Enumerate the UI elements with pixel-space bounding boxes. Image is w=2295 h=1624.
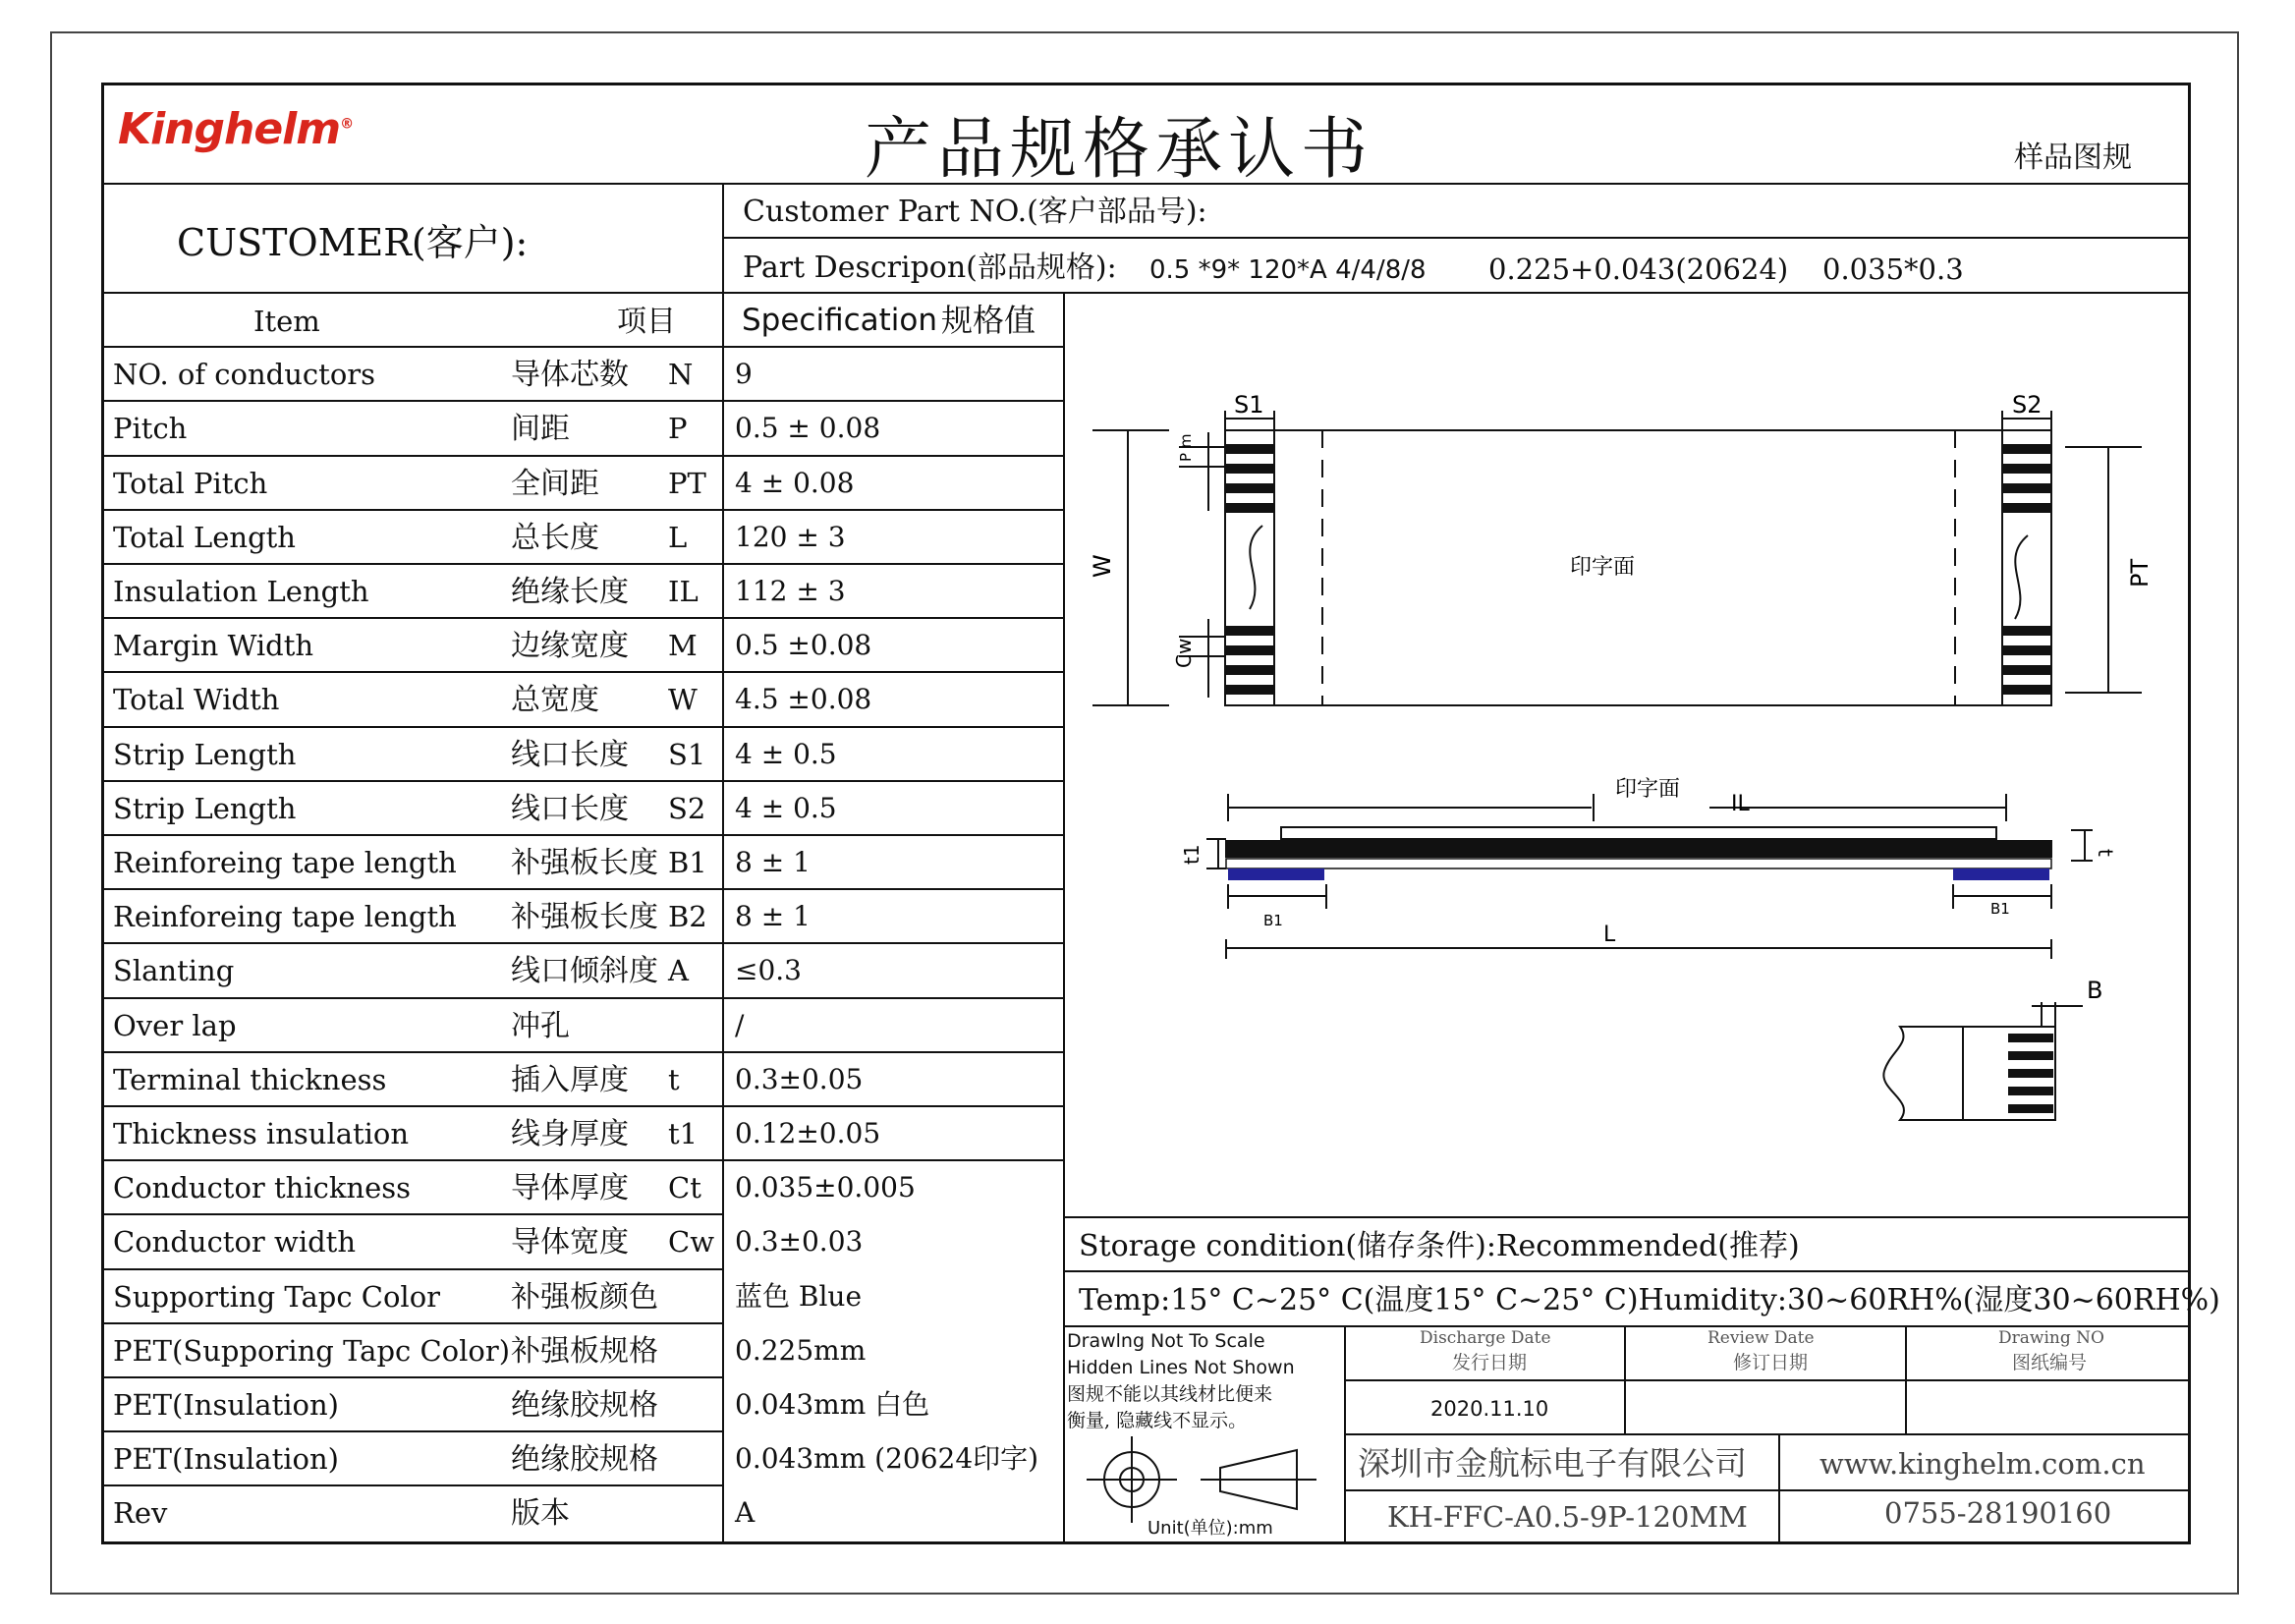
stiffener-right — [1953, 868, 2049, 880]
spec-header: Specification — [742, 303, 938, 338]
note-cn-1: 图规不能以其线材比便来 — [1067, 1383, 1273, 1405]
spec-item-name: Reinforeing tape length — [113, 846, 457, 879]
spec-value: ≤0.3 — [735, 954, 802, 986]
label-l: L — [1603, 923, 1616, 947]
spec-item-name-zh: 补强板长度 — [511, 846, 658, 880]
spec-item-name: PET(Insulation) — [113, 1388, 339, 1422]
discharge-date-label: Discharge Date — [1420, 1328, 1551, 1348]
spec-value: 0.3±0.03 — [735, 1225, 864, 1258]
spec-item-name: Slanting — [113, 954, 235, 987]
spec-item-name: Insulation Length — [113, 575, 369, 608]
discharge-date-value: 2020.11.10 — [1430, 1397, 1549, 1421]
spec-item-name: Supporting Tapc Color — [113, 1280, 441, 1314]
spec-value: 8 ± 1 — [735, 846, 811, 878]
label-print-face: 印字面 — [1570, 555, 1636, 580]
spec-item-name: Conductor width — [113, 1225, 356, 1259]
stiffener-left — [1228, 868, 1324, 880]
label-b1-left: B1 — [1263, 912, 1283, 929]
spec-symbol: P — [668, 412, 688, 445]
spec-item-name: Rev — [113, 1496, 168, 1530]
note-scale: Drawlng Not To Scale — [1067, 1330, 1265, 1352]
spec-symbol: B1 — [668, 846, 707, 879]
spec-symbol: L — [668, 521, 688, 554]
spec-item-name-zh: 总宽度 — [511, 683, 599, 717]
spec-item-name: Total Length — [113, 521, 296, 554]
page-title: 产品规格承认书 — [865, 111, 1374, 189]
end-detail-strips — [2008, 1034, 2053, 1113]
label-cw: Cw — [1172, 638, 1196, 668]
spec-symbol: A — [668, 954, 689, 987]
part-description-value: 0.5 *9* 120*A 4/4/8/8 — [1149, 255, 1427, 285]
review-date-label-zh: 修订日期 — [1733, 1352, 1809, 1373]
spec-item-name: Thickness insulation — [113, 1117, 410, 1150]
review-date-label: Review Date — [1707, 1328, 1815, 1348]
spec-item-name-zh: 绝缘胶规格 — [511, 1442, 658, 1477]
spec-item-name: Strip Length — [113, 792, 297, 825]
spec-value: 0.5 ±0.08 — [735, 629, 872, 661]
part-code: KH-FFC-A0.5-9P-120MM — [1387, 1500, 1748, 1534]
spec-symbol: Cw — [668, 1225, 715, 1259]
spec-symbol: PT — [668, 467, 706, 500]
spec-item-name-zh: 导体宽度 — [511, 1225, 629, 1260]
spec-item-name: Over lap — [113, 1009, 237, 1042]
label-t: t — [2094, 849, 2117, 857]
spec-symbol: t1 — [668, 1117, 699, 1150]
spec-item-name: Strip Length — [113, 738, 297, 771]
spec-value: 9 — [735, 358, 753, 390]
projection-symbol-icon — [1087, 1436, 1316, 1523]
spec-item-name-zh: 绝缘胶规格 — [511, 1388, 658, 1423]
spec-symbol: S2 — [668, 792, 706, 825]
unit-label: Unit(单位):mm — [1148, 1518, 1273, 1539]
spec-value: 8 ± 1 — [735, 900, 811, 932]
spec-item-name-zh: 线口长度 — [511, 738, 629, 772]
drawing-no-label-zh: 图纸编号 — [2012, 1352, 2088, 1373]
discharge-date-label-zh: 发行日期 — [1452, 1352, 1528, 1373]
item-header: Item — [253, 305, 320, 338]
spec-item-name-zh: 线口倾斜度 — [511, 954, 658, 988]
spec-item-name-zh: 版本 — [511, 1496, 570, 1531]
spec-value: 4.5 ±0.08 — [735, 683, 872, 715]
spec-item-name: Conductor thickness — [113, 1171, 412, 1204]
note-hidden-lines: Hidden Lines Not Shown — [1067, 1357, 1295, 1378]
note-cn-2: 衡量, 隐藏线不显示。 — [1067, 1410, 1248, 1431]
spec-item-name-zh: 补强板长度 — [511, 900, 658, 934]
label-pt: PT — [2126, 558, 2154, 588]
storage-temp-humidity: Temp:15° C~25° C(温度15° C~25° C)Humidity:30~60RH%(湿度30~60RH%) — [1079, 1283, 2220, 1317]
spec-symbol: N — [668, 358, 694, 391]
spec-item-name-zh: 补强板颜色 — [511, 1280, 658, 1315]
spec-value: 0.5 ± 0.08 — [735, 412, 881, 444]
spec-value: 0.3±0.05 — [735, 1063, 864, 1095]
company-website: www.kinghelm.com.cn — [1819, 1447, 2146, 1481]
drawing-no-label: Drawing NO — [1998, 1328, 2104, 1348]
spec-item-name-zh: 插入厚度 — [511, 1063, 629, 1097]
spec-value: 蓝色 Blue — [735, 1280, 863, 1313]
spec-item-name-zh: 总长度 — [511, 521, 599, 555]
conductor-strips — [1226, 444, 2050, 695]
spec-item-name-zh: 全间距 — [511, 467, 599, 501]
spec-value: 0.043mm 白色 — [735, 1388, 930, 1421]
customer-label: CUSTOMER(客户): — [177, 221, 529, 264]
ffc-end-detail — [1883, 1002, 2083, 1120]
label-s2: S2 — [2012, 391, 2043, 419]
spec-item-name: PET(Insulation) — [113, 1442, 339, 1476]
company-name: 深圳市金航标电子有限公司 — [1358, 1444, 1747, 1483]
spec-item-name-zh: 线身厚度 — [511, 1117, 629, 1151]
label-w: W — [1089, 554, 1116, 578]
label-b1-right: B1 — [1990, 900, 2010, 918]
spec-item-name: Reinforeing tape length — [113, 900, 457, 933]
spec-value: 120 ± 3 — [735, 521, 846, 553]
spec-symbol: Ct — [668, 1171, 701, 1204]
company-phone: 0755-28190160 — [1884, 1496, 2112, 1530]
customer-part-no-label: Customer Part NO.(客户部品号): — [743, 195, 1207, 229]
spec-value: 4 ± 0.5 — [735, 738, 837, 770]
label-b: B — [2087, 977, 2103, 1004]
spec-item-name: Total Width — [113, 683, 280, 716]
spec-item-name-zh: 导体芯数 — [511, 358, 629, 392]
spec-item-name-zh: 线口长度 — [511, 792, 629, 826]
spec-symbol: t — [668, 1063, 680, 1096]
spec-value: A — [735, 1496, 756, 1529]
label-pitch-margin: P m — [1177, 433, 1195, 462]
spec-value: 0.043mm (20624印字) — [735, 1442, 1039, 1475]
spec-symbol: M — [668, 629, 698, 662]
kinghelm-logo: Kinghelm® — [118, 104, 354, 154]
spec-symbol: S1 — [668, 738, 706, 771]
part-description-extra: 0.035*0.3 — [1822, 252, 1964, 286]
spec-value: / — [735, 1009, 745, 1041]
spec-symbol: W — [668, 683, 698, 716]
part-description-extra: 0.225+0.043(20624) — [1488, 252, 1789, 286]
spec-value: 0.12±0.05 — [735, 1117, 881, 1149]
page-subtitle: 样品图规 — [2014, 140, 2132, 175]
label-s1: S1 — [1234, 391, 1264, 419]
spec-item-name: NO. of conductors — [113, 358, 376, 391]
spec-item-name-zh: 间距 — [511, 412, 570, 446]
spec-value: 0.225mm — [735, 1334, 867, 1367]
spec-item-name-zh: 绝缘长度 — [511, 575, 629, 609]
spec-item-name-zh: 边缘宽度 — [511, 629, 629, 663]
spec-item-name-zh: 冲孔 — [511, 1009, 570, 1043]
label-t1: t1 — [1180, 844, 1203, 865]
storage-condition: Storage condition(储存条件):Recommended(推荐) — [1079, 1229, 1800, 1263]
spec-value: 4 ± 0.5 — [735, 792, 837, 824]
spec-item-name: PET(Supporing Tapc Color) — [113, 1334, 511, 1368]
spec-item-name: Terminal thickness — [113, 1063, 387, 1096]
spec-symbol: B2 — [668, 900, 707, 933]
spec-value: 0.035±0.005 — [735, 1171, 916, 1204]
label-il: IL — [1731, 792, 1750, 816]
spec-item-name: Margin Width — [113, 629, 314, 662]
spec-zh-header: 规格值 — [941, 302, 1036, 339]
spec-value: 4 ± 0.08 — [735, 467, 855, 499]
label-print-face-side: 印字面 — [1615, 777, 1681, 802]
spec-symbol: IL — [668, 575, 699, 608]
item-zh-header: 项目 — [617, 305, 676, 339]
spec-item-name-zh: 补强板规格 — [511, 1334, 658, 1369]
spec-item-name-zh: 导体厚度 — [511, 1171, 629, 1205]
part-description-label: Part Descripon(部品规格): — [743, 251, 1117, 285]
spec-item-name: Pitch — [113, 412, 188, 445]
spec-item-name: Total Pitch — [113, 467, 268, 500]
spec-value: 112 ± 3 — [735, 575, 846, 607]
